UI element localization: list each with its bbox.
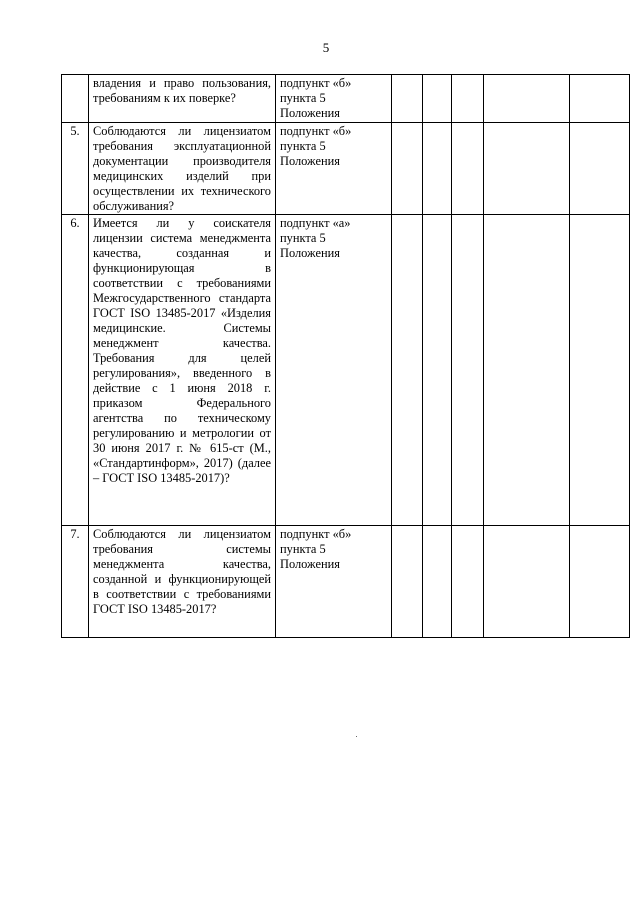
legal-basis-line: пункта 5 [280, 91, 326, 105]
row-number: 5. [62, 123, 89, 215]
details-cell[interactable] [484, 215, 570, 526]
answer-no-cell[interactable] [423, 123, 452, 215]
table-row [62, 526, 630, 638]
answer-yes-cell[interactable] [392, 526, 423, 638]
legal-basis-line: Положения [280, 154, 340, 168]
answer-yes-cell[interactable] [392, 123, 423, 215]
table-row [62, 123, 630, 215]
legal-basis-line: пункта 5 [280, 231, 326, 245]
answer-no-cell[interactable] [423, 215, 452, 526]
question-text: Соблюдаются ли лицензиатом требования эксплуатационной документации производителя медицинских изделий при осуществлении их технического обслуживания? [89, 123, 276, 215]
notes-cell[interactable] [570, 526, 630, 638]
answer-not-applicable-cell[interactable] [452, 75, 484, 123]
answer-not-applicable-cell[interactable] [452, 526, 484, 638]
table-row [62, 75, 630, 123]
legal-basis-line: пункта 5 [280, 139, 326, 153]
answer-not-applicable-cell[interactable] [452, 123, 484, 215]
notes-cell[interactable] [570, 215, 630, 526]
details-cell[interactable] [484, 526, 570, 638]
legal-basis-line: Положения [280, 557, 340, 571]
row-number: 7. [62, 526, 89, 638]
checklist-table [61, 74, 630, 638]
details-cell[interactable] [484, 123, 570, 215]
legal-basis-line: подпункт «б» [280, 76, 352, 90]
legal-basis-line: Положения [280, 246, 340, 260]
answer-not-applicable-cell[interactable] [452, 215, 484, 526]
legal-basis-line: подпункт «а» [280, 216, 351, 230]
scan-speck [356, 736, 357, 737]
question-text: Имеется ли у соискателя лицензии система менеджмента качества, созданная и функционирующая в соответствии с требованиями Межгосударственного стандарта ГОСТ ISO 13485-2017 «Изделия медицинские. Системы менеджмент качества. Требования для целей регулирования», введенного в действие с 1 июня 2018 г. приказом Федерального агентства по техническому регулированию и метрологии от 30 июня 2017 г. № 615-ст (М., «Стандартинформ», 2017) (далее – ГОСТ ISO 13485-2017)? [89, 215, 276, 526]
answer-no-cell[interactable] [423, 526, 452, 638]
answer-yes-cell[interactable] [392, 75, 423, 123]
legal-basis [276, 123, 392, 215]
question-text: Соблюдаются ли лицензиатом требования системы менеджмента качества, созданной и функционирующей в соответствии с требованиями ГОСТ ISO 13485-2017? [89, 526, 276, 638]
answer-yes-cell[interactable] [392, 215, 423, 526]
legal-basis-line: подпункт «б» [280, 124, 352, 138]
legal-basis [276, 526, 392, 638]
notes-cell[interactable] [570, 75, 630, 123]
legal-basis-line: Положения [280, 106, 340, 120]
legal-basis [276, 75, 392, 123]
legal-basis-line: пункта 5 [280, 542, 326, 556]
legal-basis [276, 215, 392, 526]
notes-cell[interactable] [570, 123, 630, 215]
answer-no-cell[interactable] [423, 75, 452, 123]
legal-basis-line: подпункт «б» [280, 527, 352, 541]
question-text: владения и право пользования, требованиям к их поверке? [89, 75, 276, 123]
details-cell[interactable] [484, 75, 570, 123]
page-number: 5 [322, 40, 330, 55]
table-row [62, 215, 630, 526]
row-number: 6. [62, 215, 89, 526]
row-number [62, 75, 89, 123]
